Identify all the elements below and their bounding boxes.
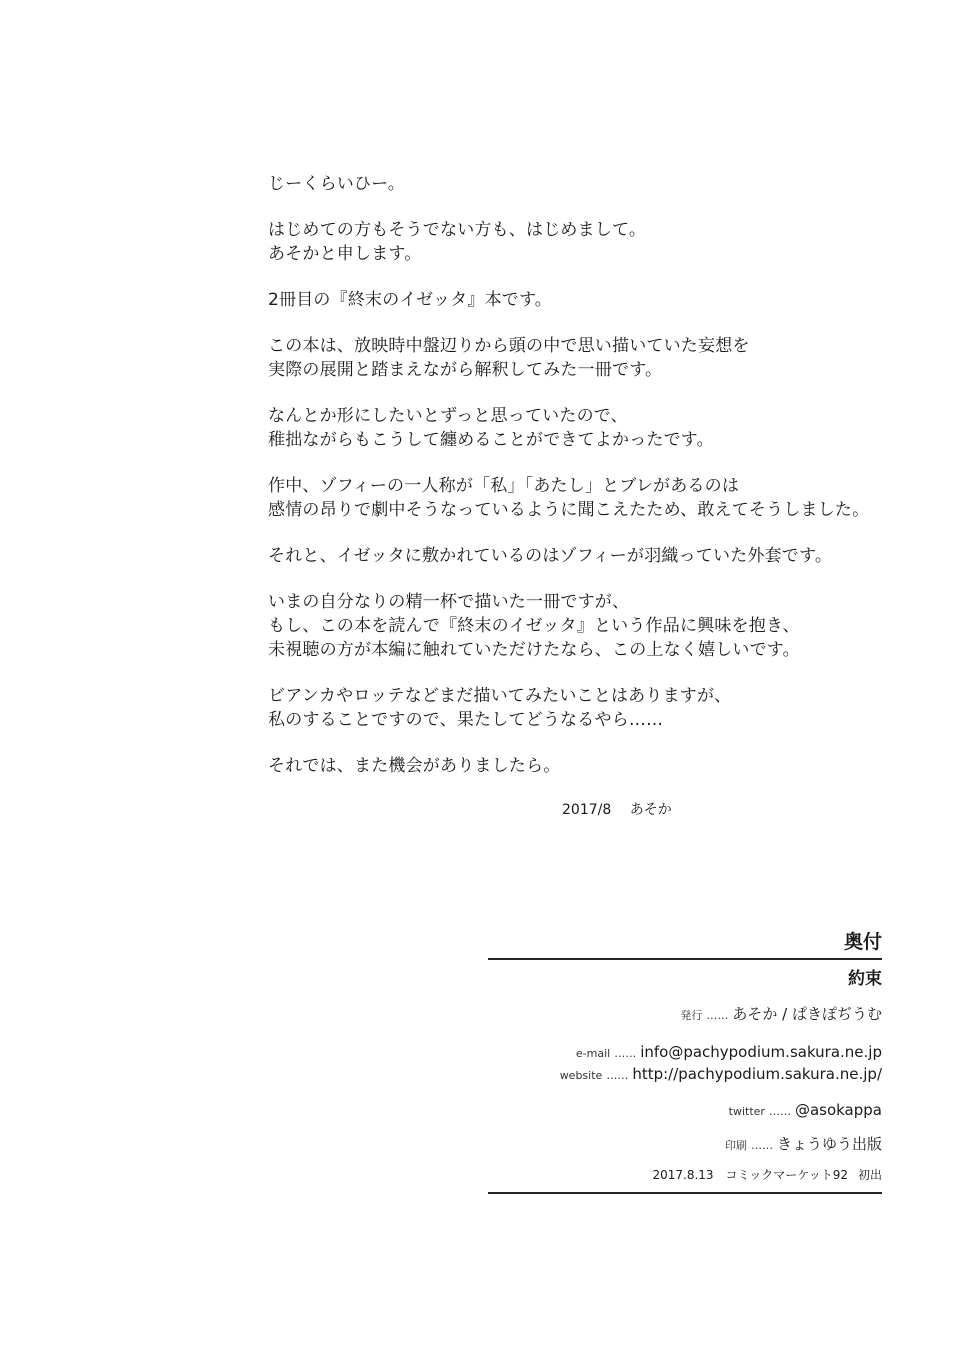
afterword-paragraph-6 [268,474,908,522]
afterword-paragraph-5 [268,404,908,452]
afterword-line: いまの自分なりの精一杯で描いた一冊ですが、 [268,592,630,612]
afterword-line: あそかと申します。 [268,244,422,264]
afterword-paragraph-10 [268,754,908,778]
twitter-row [488,1100,882,1122]
leader-dots: …… [606,1069,629,1082]
publisher-label: 発行 [680,1009,703,1022]
colophon [488,928,882,1194]
website-row [488,1064,882,1086]
afterword-line: 作中、ゾフィーの一人称が「私」「あたし」とブレがあるのは [268,476,740,496]
afterword-line: それと、イゼッタに敷かれているのはゾフィーが羽織っていた外套です。 [268,546,833,566]
publisher-value: あそか / ぱきぽぢうむ [732,1005,882,1023]
afterword-text [268,172,908,800]
afterword-line: じーくらいひー。 [268,174,405,194]
afterword-line: なんとか形にしたいとずっと思っていたので、 [268,406,628,426]
afterword-paragraph-4 [268,334,908,382]
website-value: http://pachypodium.sakura.ne.jp/ [632,1065,882,1083]
afterword-line: それでは、また機会がありましたら。 [268,756,561,776]
colophon-title: 奥付 [843,931,882,953]
leader-dots: …… [768,1105,791,1118]
afterword-line: ビアンカやロッテなどまだ描いてみたいことはありますが、 [268,686,732,706]
afterword-paragraph-2 [268,218,908,266]
afterword-line: 私のすることですので、果たしてどうなるやら…… [268,710,664,730]
first-edition-row [488,1166,882,1192]
afterword-line: 2冊目の『終末のイゼッタ』本です。 [268,290,553,310]
leader-dots: …… [706,1009,729,1022]
afterword-line: 感情の昂りで劇中そうなっているように聞こえたため、敢えてそうしました。 [268,500,870,520]
afterword-line: 稚拙ながらもこうして纏めることができてよかったです。 [268,430,714,450]
afterword-paragraph-1 [268,172,908,196]
signature-date: 2017/8 [562,802,612,818]
printer-row [488,1134,882,1156]
twitter-label: twitter [728,1105,765,1118]
printer-value: きょうゆう出版 [776,1135,882,1153]
afterword-paragraph-7 [268,544,908,568]
email-value: info@pachypodium.sakura.ne.jp [640,1043,882,1061]
afterword-line: 実際の展開と踏まえながら解釈してみた一冊です。 [268,360,663,380]
afterword-line: もし、この本を読んで『終末のイゼッタ』という作品に興味を抱き、 [268,616,800,636]
first-edition-note: 初出 [857,1168,882,1182]
book-title: 約束 [848,969,882,989]
afterword-line: はじめての方もそうでない方も、はじめまして。 [268,220,647,240]
first-edition-date: 2017.8.13 [652,1168,714,1182]
afterword-line: 未視聴の方が本編に触れていただけたなら、この上なく嬉しいです。 [268,640,800,660]
publisher-row [488,1004,882,1026]
afterword-signature [562,800,672,820]
website-label: website [559,1069,603,1082]
first-edition-event: コミックマーケット92 [725,1168,848,1182]
leader-dots: …… [750,1139,773,1152]
printer-label: 印刷 [724,1139,747,1152]
twitter-value: @asokappa [794,1101,882,1119]
colophon-top-rule [488,958,882,960]
email-row [488,1042,882,1064]
afterword-line: この本は、放映時中盤辺りから頭の中で思い描いていた妄想を [268,336,750,356]
afterword-paragraph-9 [268,684,908,732]
afterword-paragraph-3 [268,288,908,312]
afterword-paragraph-8 [268,590,908,662]
email-label: e-mail [575,1047,611,1060]
leader-dots: …… [614,1047,637,1060]
signature-author: あそか [629,802,672,818]
colophon-bottom-rule [488,1192,882,1194]
